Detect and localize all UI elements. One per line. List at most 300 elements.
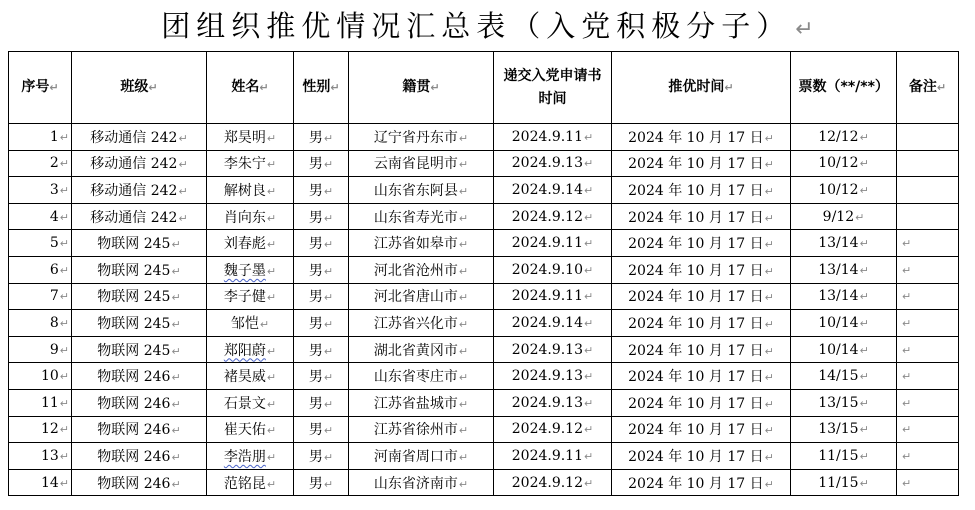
cell-remarks [897, 256, 959, 283]
paragraph-mark-icon: ↵ [458, 344, 469, 358]
paragraph-mark-icon: ↵ [764, 477, 774, 491]
header-class-text: 班级 [120, 79, 149, 95]
paragraph-mark-icon: ↵ [323, 238, 334, 252]
paragraph-mark-icon: ↵ [59, 316, 69, 330]
cell-votes [791, 363, 897, 390]
cell-hometown-text: 山东省枣庄市 [373, 369, 458, 386]
cell-seq-text: 3 [49, 181, 59, 198]
table-row [9, 363, 959, 390]
paragraph-mark-icon: ↵ [584, 476, 594, 490]
header-remarks [897, 52, 959, 124]
cell-remarks [897, 336, 959, 363]
cell-gender-text: 男 [308, 129, 323, 146]
table-row [9, 336, 959, 363]
paragraph-mark-icon: ↵ [902, 476, 912, 490]
cell-name-text: 解树良 [223, 182, 266, 199]
cell-votes-text: 11/15 [818, 474, 859, 491]
cell-gender-text: 男 [308, 209, 323, 226]
cell-name-text: 郑昊明 [223, 129, 266, 146]
paragraph-mark-icon: ↵ [859, 263, 869, 277]
cell-recommend-date-text: 2024 年 10 月 17 日 [628, 236, 764, 253]
paragraph-mark-icon: ↵ [584, 290, 594, 304]
cell-remarks [897, 443, 959, 470]
cell-recommend-date-text: 2024 年 10 月 17 日 [628, 448, 764, 465]
cell-hometown-text: 山东省济南市 [373, 475, 458, 492]
paragraph-mark-icon: ↵ [323, 158, 334, 172]
table-row [9, 469, 959, 496]
cell-seq-text: 7 [49, 288, 59, 305]
paragraph-mark-icon: ↵ [584, 130, 594, 144]
cell-remarks [897, 230, 959, 257]
cell-recommend-date [612, 310, 791, 337]
cell-seq [9, 283, 72, 310]
table-row [9, 230, 959, 257]
paragraph-mark-icon: ↵ [266, 131, 277, 145]
header-remarks-text: 备注 [908, 79, 937, 95]
cell-gender [294, 469, 349, 496]
cell-recommend-date-text: 2024 年 10 月 17 日 [628, 209, 764, 226]
cell-recommend-date-text: 2024 年 10 月 17 日 [628, 315, 764, 332]
header-name-text: 姓名 [231, 79, 260, 95]
cell-hometown-text: 江苏省兴化市 [373, 315, 458, 332]
cell-seq [9, 203, 72, 230]
cell-class [72, 150, 207, 177]
paragraph-mark-icon: ↵ [936, 81, 947, 94]
cell-gender-text: 男 [308, 182, 323, 199]
paragraph-mark-icon: ↵ [859, 476, 869, 490]
cell-class [72, 124, 207, 151]
paragraph-mark-icon: ↵ [902, 237, 912, 251]
paragraph-mark-icon: ↵ [859, 423, 869, 437]
cell-class [72, 469, 207, 496]
cell-remarks [897, 283, 959, 310]
paragraph-mark-icon: ↵ [902, 370, 912, 384]
cell-gender [294, 230, 349, 257]
cell-remarks [897, 203, 959, 230]
cell-class [72, 283, 207, 310]
table-row [9, 124, 959, 151]
cell-seq-text: 9 [49, 341, 59, 358]
paragraph-mark-icon: ↵ [266, 397, 277, 411]
cell-votes [791, 177, 897, 204]
paragraph-mark-icon: ↵ [178, 184, 188, 198]
paragraph-mark-icon: ↵ [458, 424, 469, 438]
cell-votes [791, 389, 897, 416]
cell-hometown [349, 469, 494, 496]
cell-seq [9, 363, 72, 390]
header-class [72, 52, 207, 124]
cell-class-text: 移动通信 242 [90, 182, 178, 199]
cell-hometown-text: 山东省东阿县 [373, 182, 458, 199]
paragraph-mark-icon: ↵ [323, 131, 334, 145]
cell-hometown-text: 云南省昆明市 [373, 156, 458, 173]
cell-votes [791, 310, 897, 337]
cell-votes [791, 336, 897, 363]
cell-application-date [494, 124, 612, 151]
cell-application-date [494, 363, 612, 390]
paragraph-mark-icon: ↵ [458, 397, 469, 411]
paragraph-mark-icon: ↵ [266, 158, 277, 172]
cell-class-text: 物联网 245 [97, 236, 171, 253]
cell-name-text: 范铭昆 [223, 475, 266, 492]
cell-votes [791, 443, 897, 470]
table-row [9, 256, 959, 283]
paragraph-mark-icon: ↵ [259, 81, 269, 94]
cell-application-date-text: 2024.9.11 [511, 128, 584, 145]
table-row [9, 203, 959, 230]
cell-hometown [349, 336, 494, 363]
cell-application-date-text: 2024.9.11 [511, 447, 584, 464]
cell-class [72, 203, 207, 230]
cell-votes-text: 12/12 [818, 128, 859, 145]
table-row [9, 283, 959, 310]
cell-hometown-text: 河南省周口市 [373, 448, 458, 465]
cell-seq [9, 256, 72, 283]
table-row [9, 177, 959, 204]
cell-votes-text: 10/12 [818, 155, 859, 172]
paragraph-mark-icon: ↵ [59, 370, 69, 384]
header-votes [791, 52, 897, 124]
cell-application-date-text: 2024.9.12 [511, 208, 584, 225]
paragraph-mark-icon: ↵ [458, 131, 469, 145]
cell-hometown [349, 124, 494, 151]
cell-gender [294, 363, 349, 390]
paragraph-mark-icon: ↵ [323, 317, 334, 331]
cell-hometown [349, 389, 494, 416]
cell-application-date [494, 203, 612, 230]
cell-remarks [897, 389, 959, 416]
cell-name-text: 李朱宁 [223, 156, 266, 173]
paragraph-mark-icon: ↵ [764, 184, 774, 198]
cell-name [207, 310, 294, 337]
cell-class-text: 物联网 245 [97, 262, 171, 279]
paragraph-mark-icon: ↵ [266, 184, 277, 198]
paragraph-mark-icon: ↵ [458, 264, 469, 278]
cell-name [207, 124, 294, 151]
cell-class-text: 移动通信 242 [90, 209, 178, 226]
paragraph-mark-icon: ↵ [584, 343, 594, 357]
cell-application-date-text: 2024.9.12 [511, 421, 584, 438]
cell-application-date-text: 2024.9.12 [511, 474, 584, 491]
paragraph-mark-icon: ↵ [902, 449, 912, 463]
cell-seq [9, 469, 72, 496]
cell-name-text: 邹恺 [230, 315, 259, 332]
cell-recommend-date [612, 203, 791, 230]
cell-votes [791, 203, 897, 230]
cell-hometown [349, 416, 494, 443]
cell-seq-text: 6 [49, 261, 59, 278]
paragraph-mark-icon: ↵ [171, 397, 181, 411]
paragraph-mark-icon: ↵ [764, 158, 774, 172]
cell-application-date-text: 2024.9.14 [511, 181, 584, 198]
paragraph-mark-icon: ↵ [859, 449, 869, 463]
cell-application-date [494, 256, 612, 283]
cell-recommend-date [612, 230, 791, 257]
cell-class-text: 物联网 245 [97, 342, 171, 359]
cell-recommend-date [612, 416, 791, 443]
paragraph-mark-icon: ↵ [323, 211, 334, 225]
paragraph-mark-icon: ↵ [266, 477, 277, 491]
paragraph-mark-icon: ↵ [458, 371, 469, 385]
cell-recommend-date-text: 2024 年 10 月 17 日 [628, 475, 764, 492]
cell-recommend-date-text: 2024 年 10 月 17 日 [628, 289, 764, 306]
paragraph-mark-icon: ↵ [764, 450, 774, 464]
paragraph-mark-icon: ↵ [764, 371, 774, 385]
cell-gender-text: 男 [308, 236, 323, 253]
cell-gender [294, 389, 349, 416]
cell-gender-text: 男 [308, 156, 323, 173]
cell-name-text: 崔天佑 [223, 422, 266, 439]
cell-application-date [494, 150, 612, 177]
paragraph-mark-icon: ↵ [266, 264, 277, 278]
cell-gender [294, 124, 349, 151]
cell-hometown-text: 江苏省徐州市 [373, 422, 458, 439]
cell-votes-text: 10/14 [818, 314, 859, 331]
cell-application-date-text: 2024.9.11 [511, 288, 584, 305]
header-gender [294, 52, 349, 124]
cell-gender-text: 男 [308, 448, 323, 465]
cell-hometown [349, 443, 494, 470]
cell-recommend-date [612, 469, 791, 496]
cell-votes-text: 13/14 [818, 288, 859, 305]
document-title-text: 团组织推优情况汇总表（入党积极分子） [161, 9, 792, 43]
cell-recommend-date-text: 2024 年 10 月 17 日 [628, 369, 764, 386]
paragraph-mark-icon: ↵ [266, 211, 277, 225]
paragraph-mark-icon: ↵ [171, 317, 181, 331]
paragraph-mark-icon: ↵ [458, 158, 469, 172]
paragraph-mark-icon: ↵ [171, 344, 181, 358]
cell-application-date [494, 177, 612, 204]
paragraph-mark-icon: ↵ [323, 424, 334, 438]
paragraph-mark-icon: ↵ [178, 158, 188, 172]
cell-gender [294, 336, 349, 363]
paragraph-mark-icon: ↵ [148, 81, 158, 94]
paragraph-mark-icon: ↵ [59, 237, 69, 251]
cell-application-date-text: 2024.9.14 [511, 314, 584, 331]
table-row [9, 443, 959, 470]
paragraph-mark-icon: ↵ [764, 211, 774, 225]
paragraph-mark-icon: ↵ [323, 264, 334, 278]
cell-recommend-date-text: 2024 年 10 月 17 日 [628, 156, 764, 173]
paragraph-mark-icon: ↵ [171, 450, 181, 464]
paragraph-mark-icon: ↵ [59, 290, 69, 304]
cell-votes [791, 150, 897, 177]
cell-recommend-date [612, 177, 791, 204]
paragraph-mark-icon: ↵ [584, 210, 594, 224]
paragraph-mark-icon: ↵ [59, 183, 69, 197]
cell-class-text: 移动通信 242 [90, 129, 178, 146]
cell-name [207, 416, 294, 443]
cell-gender-text: 男 [308, 315, 323, 332]
cell-gender-text: 男 [308, 342, 323, 359]
cell-name [207, 177, 294, 204]
cell-votes-text: 10/14 [818, 341, 859, 358]
cell-votes [791, 256, 897, 283]
paragraph-mark-icon: ↵ [178, 131, 188, 145]
cell-application-date [494, 230, 612, 257]
cell-remarks [897, 150, 959, 177]
paragraph-mark-icon: ↵ [584, 396, 594, 410]
summary-table [8, 51, 959, 496]
cell-class-text: 物联网 245 [97, 289, 171, 306]
paragraph-mark-icon: ↵ [764, 344, 774, 358]
header-votes-text: 票数（**/**） [798, 79, 889, 95]
cell-name [207, 363, 294, 390]
cell-seq-text: 10 [40, 368, 59, 385]
cell-name [207, 150, 294, 177]
cell-hometown [349, 230, 494, 257]
cell-class-text: 物联网 246 [97, 475, 171, 492]
cell-class-text: 物联网 245 [97, 315, 171, 332]
cell-remarks [897, 310, 959, 337]
header-hometown-text: 籍贯 [402, 79, 431, 95]
paragraph-mark-icon: ↵ [171, 264, 181, 278]
cell-seq [9, 310, 72, 337]
cell-application-date [494, 310, 612, 337]
cell-hometown-text: 江苏省盐城市 [373, 395, 458, 412]
cell-hometown-text: 湖北省黄冈市 [373, 342, 458, 359]
paragraph-mark-icon: ↵ [458, 317, 469, 331]
paragraph-mark-icon: ↵ [323, 450, 334, 464]
cell-application-date-text: 2024.9.10 [511, 261, 584, 278]
paragraph-mark-icon: ↵ [323, 344, 334, 358]
document-title [0, 6, 975, 46]
cell-application-date [494, 336, 612, 363]
cell-votes [791, 230, 897, 257]
cell-hometown [349, 203, 494, 230]
cell-application-date [494, 283, 612, 310]
paragraph-mark-icon: ↵ [59, 130, 69, 144]
cell-name-text: 郑阳蔚 [223, 342, 266, 359]
paragraph-mark-icon: ↵ [859, 290, 869, 304]
paragraph-mark-icon: ↵ [902, 343, 912, 357]
paragraph-mark-icon: ↵ [458, 211, 469, 225]
paragraph-mark-icon: ↵ [178, 211, 188, 225]
cell-seq-text: 8 [49, 314, 59, 331]
paragraph-mark-icon: ↵ [266, 238, 277, 252]
header-name [207, 52, 294, 124]
cell-hometown-text: 河北省沧州市 [373, 262, 458, 279]
paragraph-mark-icon: ↵ [859, 370, 869, 384]
cell-gender [294, 256, 349, 283]
header-gender-text: 性别 [302, 79, 331, 95]
paragraph-mark-icon: ↵ [59, 396, 69, 410]
cell-remarks [897, 124, 959, 151]
cell-application-date [494, 416, 612, 443]
paragraph-mark-icon: ↵ [266, 424, 277, 438]
cell-application-date [494, 469, 612, 496]
paragraph-mark-icon: ↵ [458, 291, 469, 305]
cell-recommend-date-text: 2024 年 10 月 17 日 [628, 395, 764, 412]
paragraph-mark-icon: ↵ [266, 291, 277, 305]
paragraph-mark-icon: ↵ [902, 423, 912, 437]
cell-recommend-date [612, 363, 791, 390]
cell-class [72, 389, 207, 416]
paragraph-mark-icon: ↵ [266, 450, 277, 464]
paragraph-mark-icon: ↵ [59, 157, 69, 171]
cell-gender-text: 男 [308, 262, 323, 279]
cell-recommend-date-text: 2024 年 10 月 17 日 [628, 422, 764, 439]
cell-name [207, 256, 294, 283]
cell-name [207, 283, 294, 310]
cell-gender [294, 443, 349, 470]
cell-seq-text: 14 [40, 474, 59, 491]
cell-votes-text: 14/15 [818, 368, 859, 385]
paragraph-mark-icon: ↵ [171, 424, 181, 438]
cell-class-text: 物联网 246 [97, 422, 171, 439]
paragraph-mark-icon: ↵ [584, 263, 594, 277]
cell-name [207, 443, 294, 470]
cell-remarks [897, 469, 959, 496]
cell-application-date [494, 389, 612, 416]
paragraph-mark-icon: ↵ [171, 477, 181, 491]
paragraph-mark-icon: ↵ [430, 81, 440, 94]
paragraph-mark-icon: ↵ [59, 449, 69, 463]
cell-application-date-text: 2024.9.13 [511, 368, 584, 385]
paragraph-mark-icon: ↵ [584, 423, 594, 437]
cell-class [72, 416, 207, 443]
paragraph-mark-icon: ↵ [859, 183, 869, 197]
paragraph-mark-icon: ↵ [859, 343, 869, 357]
cell-recommend-date [612, 389, 791, 416]
cell-recommend-date [612, 150, 791, 177]
cell-seq [9, 416, 72, 443]
cell-class [72, 443, 207, 470]
cell-name-text: 褚昊威 [223, 369, 266, 386]
cell-recommend-date [612, 336, 791, 363]
paragraph-mark-icon: ↵ [323, 371, 334, 385]
cell-recommend-date-text: 2024 年 10 月 17 日 [628, 262, 764, 279]
cell-remarks [897, 363, 959, 390]
cell-class-text: 移动通信 242 [90, 156, 178, 173]
cell-class [72, 256, 207, 283]
cell-name [207, 203, 294, 230]
cell-recommend-date-text: 2024 年 10 月 17 日 [628, 342, 764, 359]
cell-seq-text: 2 [49, 155, 59, 172]
paragraph-mark-icon: ↵ [323, 397, 334, 411]
cell-name-text: 石景文 [223, 395, 266, 412]
cell-seq [9, 150, 72, 177]
cell-seq [9, 177, 72, 204]
table-body [9, 124, 959, 496]
cell-seq-text: 4 [49, 208, 59, 225]
paragraph-mark-icon: ↵ [859, 396, 869, 410]
cell-gender [294, 416, 349, 443]
cell-hometown-text: 山东省寿光市 [373, 209, 458, 226]
cell-class [72, 310, 207, 337]
cell-votes-text: 11/15 [818, 447, 859, 464]
paragraph-mark-icon: ↵ [584, 157, 594, 171]
cell-seq [9, 389, 72, 416]
paragraph-mark-icon: ↵ [764, 291, 774, 305]
paragraph-mark-icon: ↵ [764, 424, 774, 438]
cell-class [72, 177, 207, 204]
cell-gender [294, 310, 349, 337]
paragraph-mark-icon: ↵ [458, 184, 469, 198]
cell-recommend-date [612, 443, 791, 470]
paragraph-mark-icon: ↵ [902, 263, 912, 277]
paragraph-mark-icon: ↵ [764, 264, 774, 278]
paragraph-mark-icon: ↵ [49, 81, 59, 94]
header-seq [9, 52, 72, 124]
paragraph-mark-icon: ↵ [724, 81, 734, 94]
cell-seq-text: 13 [40, 447, 59, 464]
table-row [9, 416, 959, 443]
cell-seq [9, 443, 72, 470]
paragraph-mark-icon: ↵ [323, 184, 334, 198]
cell-hometown [349, 363, 494, 390]
cell-seq-text: 5 [49, 235, 59, 252]
